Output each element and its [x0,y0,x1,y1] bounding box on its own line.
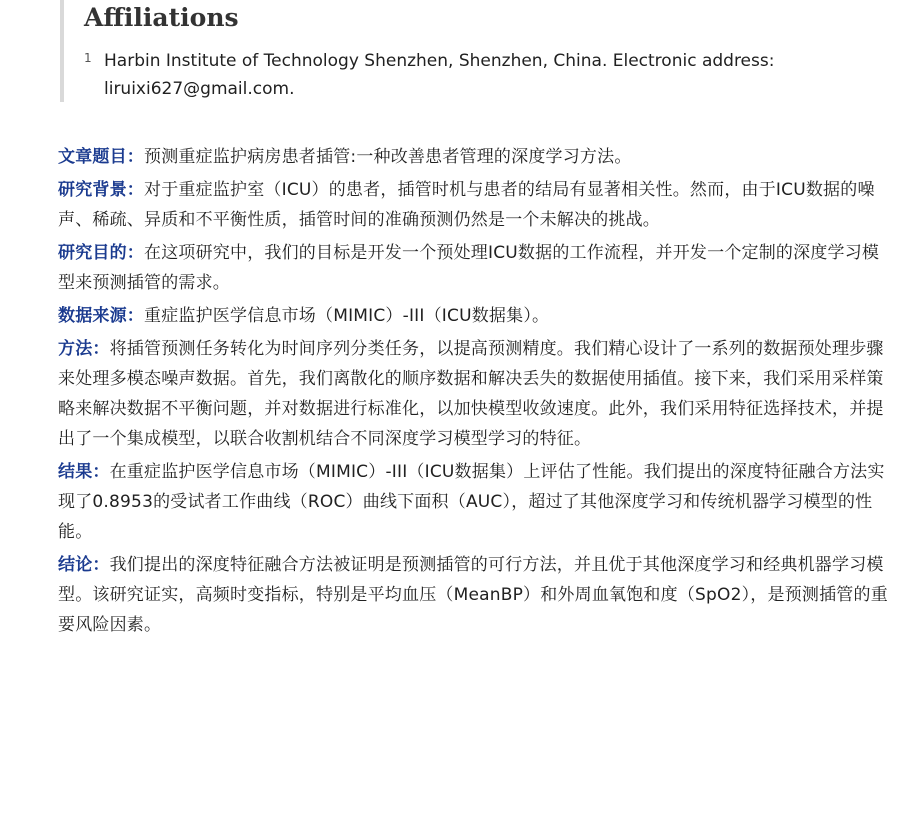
section-text-methods: 将插管预测任务转化为时间序列分类任务，以提高预测精度。我们精心设计了一系列的数据预处理步骤来处理多模态噪声数据。首先，我们离散化的顺序数据和解决丢失的数据使用插值。接下来，我们采用采样策略来解决数据不平衡问题，并对数据进行标准化，以加快模型收敛速度。此外，我们采用特征选择技术，并提出了一个集成模型，以联合收割机结合不同深度学习模型学习的特征。 [58,339,884,449]
section-text-title: 预测重症监护病房患者插管:一种改善患者管理的深度学习方法。 [144,147,632,167]
section-label-background: 研究背景： [58,180,144,200]
section-data-source-paragraph [58,301,888,331]
abstract-content [58,142,888,643]
section-conclusion-paragraph [58,550,888,640]
section-text-data-source: 重症监护医学信息市场（MIMIC）-III（ICU数据集）。 [144,306,550,326]
section-label-title: 文章题目： [58,147,144,167]
section-label-data-source: 数据来源： [58,306,144,326]
section-label-conclusion: 结论： [58,555,110,575]
section-methods-paragraph [58,334,888,454]
section-text-conclusion: 我们提出的深度特征融合方法被证明是预测插管的可行方法，并且优于其他深度学习和经典机器学习模型。该研究证实，高频时变指标，特别是平均血压（MeanBP）和外周血氧饱和度（SpO2），是预测插管的重要风险因素。 [58,555,888,635]
affiliation-number: 1 [84,51,92,65]
section-label-results: 结果： [58,462,110,482]
section-label-objective: 研究目的： [58,243,144,263]
section-text-results: 在重症监护医学信息市场（MIMIC）-III（ICU数据集）上评估了性能。我们提出的深度特征融合方法实现了0.8953的受试者工作曲线（ROC）曲线下面积（AUC），超过了其他深度学习和传统机器学习模型的性能。 [58,462,885,542]
section-text-background: 对于重症监护室（ICU）的患者，插管时机与患者的结局有显著相关性。然而，由于ICU数据的噪声、稀疏、异质和不平衡性质，插管时间的准确预测仍然是一个未解决的挑战。 [58,180,875,230]
section-title-paragraph [58,142,888,172]
section-results-paragraph [58,457,888,547]
affiliation-text: Harbin Institute of Technology Shenzhen, Shenzhen, China. Electronic address: liruixi627@gmail.com. [104,51,775,99]
affiliations-block [60,0,860,102]
section-background-paragraph [58,175,888,235]
section-text-objective: 在这项研究中，我们的目标是开发一个预处理ICU数据的工作流程，并开发一个定制的深度学习模型来预测插管的需求。 [58,243,880,293]
affiliation-item [84,47,860,103]
section-objective-paragraph [58,238,888,298]
section-label-methods: 方法： [58,339,110,359]
affiliations-title: Affiliations [84,3,239,32]
